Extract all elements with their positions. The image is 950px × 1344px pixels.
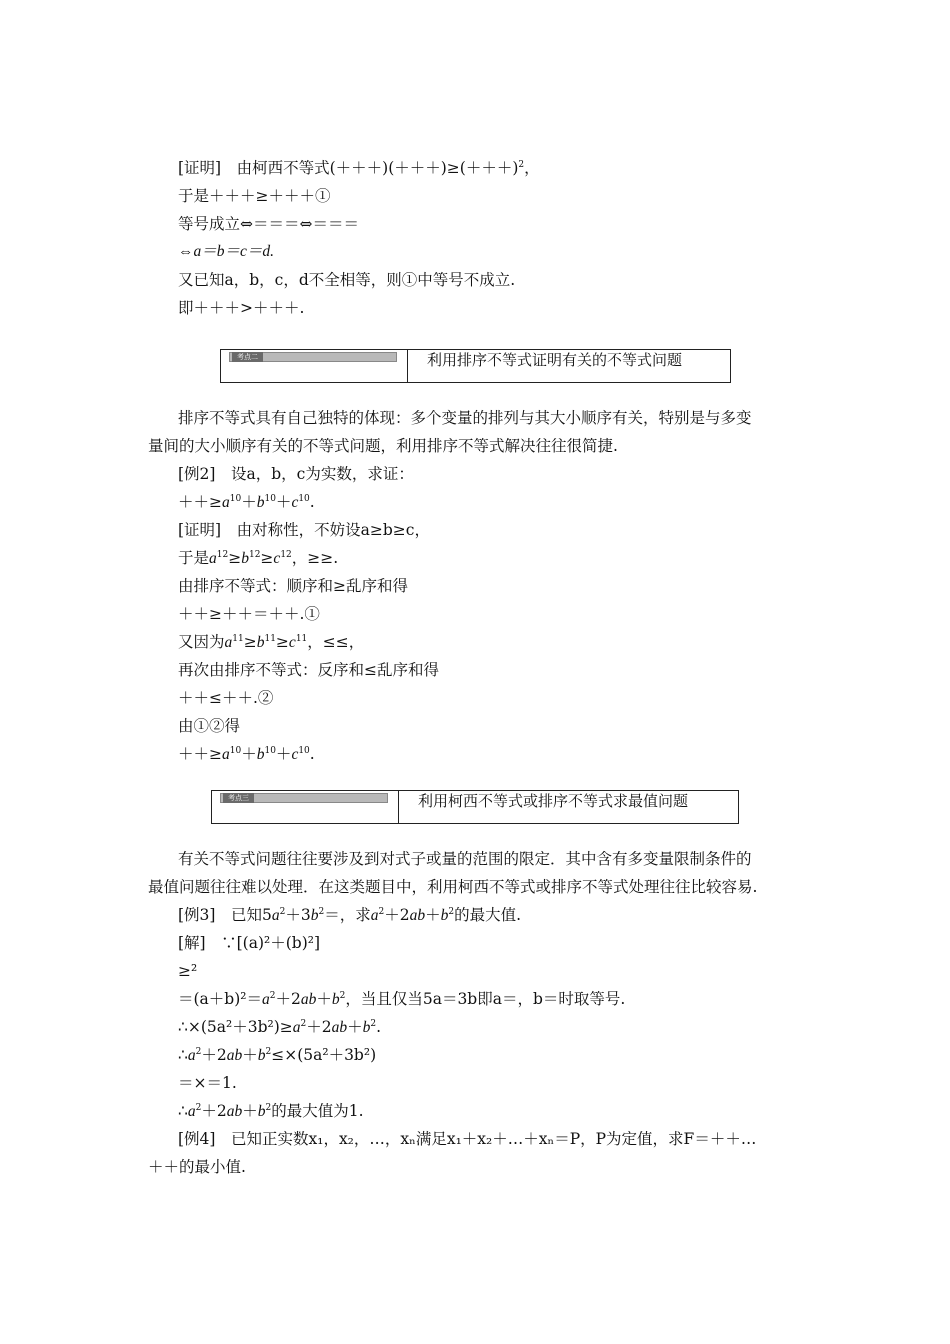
section2-intro-line1: 排序不等式具有自己独特的体现：多个变量的排列与其大小顺序有关，特别是与多变: [178, 409, 752, 427]
example4-statement-line2: ＋＋的最小值.: [148, 1158, 246, 1176]
example2-conclusion: $++\ge a^{10}+b^{10}+c^{10}$.: [178, 745, 315, 763]
section2-tag-bar: 考点二: [229, 352, 397, 362]
example2-statement: [例2] 设a，b，c为实数，求证：: [178, 465, 414, 483]
example3-sol6: ＝×＝1.: [178, 1074, 237, 1092]
section2-intro-line2: 量间的大小顺序有关的不等式问题，利用排序不等式解决往往很简捷.: [148, 437, 618, 455]
section3-header: [211, 790, 739, 824]
section3-tag-bar: 考点三: [220, 793, 388, 803]
example3-statement: [例3] 已知$5a^2+3b^2=$，求$a^2+2ab+b^2$的最大值.: [178, 906, 521, 924]
example2-claim: $++\ge a^{10}+b^{10}+c^{10}$.: [178, 493, 315, 511]
example3-sol5: $\therefore a^2+2ab+b^2\le\times(5a^2+3b^2)$: [178, 1046, 377, 1064]
example4-statement-line1: [例4] 已知正实数x₁，x₂，…，xₙ满足x₁＋x₂＋…＋xₙ＝P，P为定值，求F＝＋＋…: [178, 1130, 757, 1148]
section3-intro-line1: 有关不等式问题往往要涉及到对式子或量的范围的限定．其中含有多变量限制条件的: [178, 850, 752, 868]
section2-tag-cell: [221, 350, 408, 382]
example2-eq2: ＋＋≤＋＋.②: [178, 689, 274, 707]
example3-sol7: $\therefore a^2+2ab+b^2$的最大值为1.: [178, 1102, 364, 1120]
example3-sol3: $=(a+b)^2=a^2+2ab+b^2$，当且仅当5a＝3b即a＝，b＝时取等号.: [178, 990, 626, 1008]
proof1-line4: ⇔a＝b＝c＝d.: [178, 243, 275, 260]
example2-reverse-sum: 再次由排序不等式：反序和≤乱序和得: [178, 661, 439, 679]
section2-title: 利用排序不等式证明有关的不等式问题: [427, 351, 683, 369]
proof1-line2: 于是＋＋＋≥＋＋＋①: [178, 187, 331, 205]
section3-tag-cell: [212, 791, 399, 823]
example2-eq1: ＋＋≥＋＋＝＋＋.①: [178, 605, 320, 623]
proof1-line1: [证明] 由柯西不等式$(+++)(+++)\ge(+++)^2$，: [178, 159, 540, 177]
section3-title: 利用柯西不等式或排序不等式求最值问题: [418, 792, 689, 810]
proof1-line3: 等号成立⇔＝＝＝⇔＝＝＝: [178, 215, 359, 233]
example2-line-because: 又因为$a^{11}\ge b^{11}\ge c^{11}$，≤≤，: [178, 633, 365, 651]
example3-sol2: ≥²: [178, 962, 198, 980]
example2-order-sum: 由排序不等式：顺序和≥乱序和得: [178, 577, 408, 595]
example3-sol4: $\therefore\times(5a^2+3b^2)\ge a^2+2ab+b^2$.: [178, 1018, 382, 1036]
proof1-line5: 又已知a，b，c，d不全相等，则①中等号不成立.: [178, 271, 516, 289]
proof1-line6: 即＋＋＋>＋＋＋.: [178, 299, 305, 317]
example2-from12: 由①②得: [178, 717, 241, 735]
section2-header: [220, 349, 731, 383]
example2-proof-start: [证明] 由对称性，不妨设a≥b≥c，: [178, 521, 430, 539]
example2-line-so: 于是$a^{12}\ge b^{12}\ge c^{12}$，≥≥.: [178, 549, 339, 567]
example3-solution-start: [解] ∵[(a)²＋(b)²]: [178, 934, 320, 952]
section3-intro-line2: 最值问题往往难以处理．在这类题目中，利用柯西不等式或排序不等式处理往往比较容易.: [148, 878, 758, 896]
